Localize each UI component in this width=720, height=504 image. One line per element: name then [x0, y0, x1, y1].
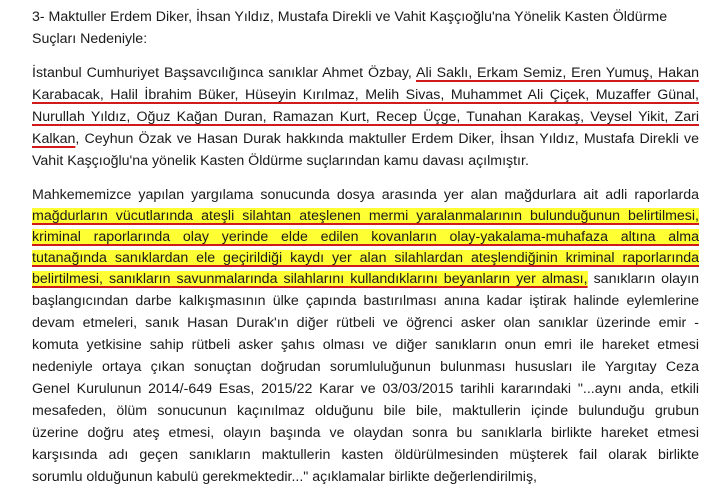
highlighted-text: tutanağında sanıklardan ele geçirildiği kaydı yer alan silahlardan ateşlendiğinin kriminal raporlarında [32, 250, 699, 266]
para1-line-2 [32, 84, 699, 106]
para2-line-8: komuta yetkisine sahip rütbeli asker şahıs olması ve diğer sanıkların onun emri ile hareket etmesi [32, 337, 699, 353]
highlighted-text: mağdurların vücutlarında ateşli silahtan ateşlenen mermi yaralanmalarının bulunduğunun belirtilmesi, [32, 208, 699, 224]
para2-line-2 [32, 205, 699, 227]
defendant-names-underlined: Karabacak, Halil İbrahim Büker, Hüseyin Kırılmaz, Melih Sivas, Muhammet Ali Çiçek, Muzaffer Günal, [32, 87, 699, 103]
para2-line-4 [32, 247, 699, 269]
para1-line-5: Vahit Kaşçıoğlu'na yönelik Kasten Öldürme suçlarından kamu davası açılmıştır. [32, 153, 529, 169]
para2-line-5 [32, 268, 699, 290]
para2-line-14: sorumlu olduğunun kabulü gerekmektedir..." açıklamalar birlikte değerlendirilmiş, [32, 469, 537, 485]
para1-line-4 [32, 128, 699, 150]
para2-line-10: Genel Kurulunun 2014/-649 Esas, 2015/22 Karar ve 03/03/2015 tarihli kararındaki "...aynı anda, etkili [32, 381, 699, 397]
para2-line-9: nedeniyle ortaya çıkan sonuçtan doğrudan sorumluluğunun bulunması hususları ile Yargıtay Ceza [32, 359, 699, 375]
para2-line-3 [32, 226, 699, 248]
para2-line-6: başlangıcından darbe kalkışmasının ülke çapında bastırılması anına kadar iştirak halinde eylemlerine [32, 293, 699, 309]
highlighted-text: kriminal raporlarında olay yerinde elde edilen kovanların olay-yakalama-muhafaza altına alma [32, 229, 699, 245]
para1-line-3 [32, 106, 699, 128]
para2-line-13: karşısında adı geçen sanıkların maktullerin kasten öldürülmesinden müşterek fail olarak birlikte [32, 447, 699, 463]
section-heading-line-1: 3- Maktuller Erdem Diker, İhsan Yıldız, Mustafa Direkli ve Vahit Kaşçıoğlu'na Yönelik Kasten Öldürme [32, 9, 668, 25]
para2-line-7: devam etmeleri, sanık Hasan Durak'ın diğer rütbeli ve öğrenci asker olan sanıklar üzerinde emir - [32, 315, 699, 331]
para2-text: sanıkların olayın [587, 271, 699, 287]
defendant-names-underlined: Ali Saklı, Erkam Semiz, Eren Yumuş, Hakan [415, 65, 699, 81]
para1-line-1 [32, 62, 699, 84]
defendant-names-underlined: Kalkan [32, 131, 76, 147]
para2-line-1: Mahkememizce yapılan yargılama sonucunda dosya arasında yer alan mağdurlara ait adli raporlarda [32, 187, 699, 203]
section-heading-line-2: Suçları Nedeniyle: [32, 31, 148, 47]
para1-text: İstanbul Cumhuriyet Başsavcılığınca sanıklar Ahmet Özbay, [32, 65, 416, 81]
para2-line-11: mesafeden, ölüm sonucunun kaçınılmaz olduğunu bile bile, maktullerin içinde bulunduğu grubun [32, 403, 699, 419]
defendant-names-underlined: Nurullah Yıldız, Oğuz Kağan Duran, Ramazan Kurt, Recep Üçge, Tunahan Karakaş, Veysel Yikit, Zari [32, 109, 699, 125]
para1-text: , Ceyhun Özak ve Hasan Durak hakkında maktuller Erdem Diker, İhsan Yıldız, Mustafa Direkli ve [75, 131, 699, 147]
highlighted-text: belirtilmesi, sanıkların savunmalarında silahlarını kullandıklarını beyanların yer alması, [32, 271, 588, 287]
para2-line-12: üzerine doğru ateş etmesi, olayın başında ve olaydan sonra bu sanıklarla birlikte hareket etmesi [32, 425, 699, 441]
